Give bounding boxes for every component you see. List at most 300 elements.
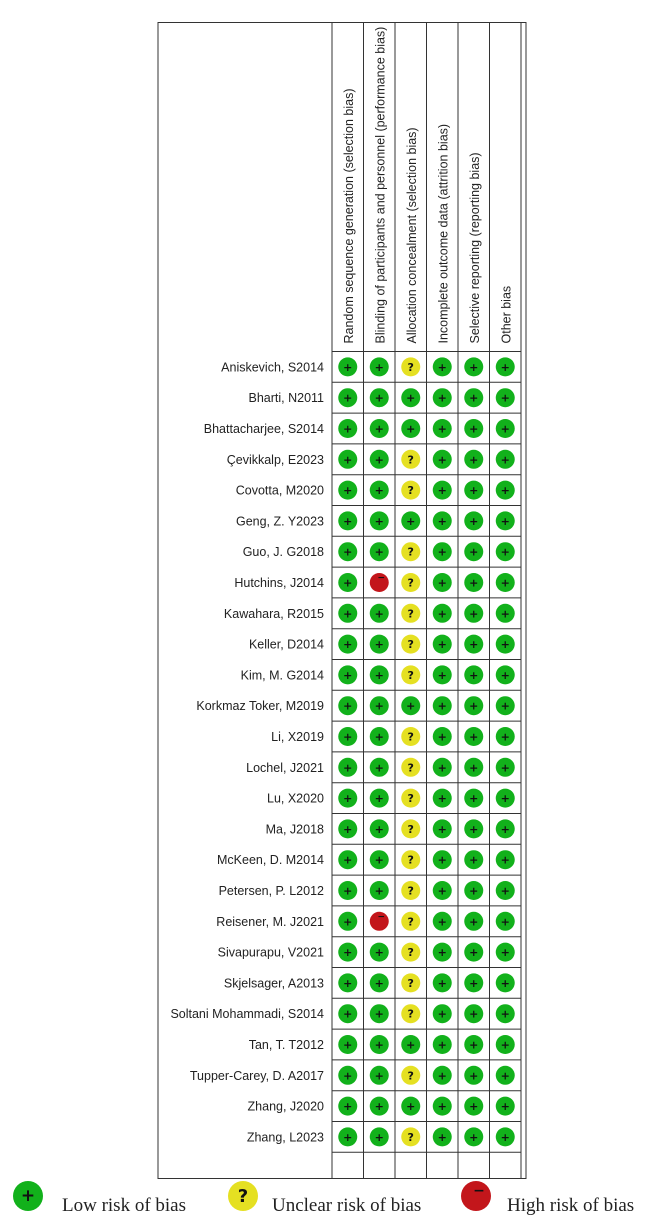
rating-cell-unclear: [401, 912, 420, 931]
rating-symbol-low: +: [469, 822, 479, 836]
column-headers: [342, 27, 514, 344]
rating-cell-low: [496, 727, 515, 746]
rating-cell-low: [464, 758, 483, 777]
legend-symbol-unclear: ?: [237, 1186, 249, 1207]
low-risk-icon: [12, 1180, 58, 1221]
rating-symbol-low: +: [343, 1038, 353, 1052]
rating-symbol-low: +: [469, 484, 479, 498]
rating-cell-low: [464, 635, 483, 654]
rating-cell-low: [370, 881, 389, 900]
rating-cell-unclear: [401, 481, 420, 500]
rating-cell-unclear: [401, 604, 420, 623]
rating-symbol-low: +: [374, 668, 384, 682]
rating-symbol-unclear: ?: [407, 576, 414, 590]
rating-cell-unclear: [401, 357, 420, 376]
rating-cell-unclear: [401, 881, 420, 900]
rating-symbol-high: −: [377, 573, 386, 584]
rating-cell-unclear: [401, 727, 420, 746]
rating-cell-low: [433, 1097, 452, 1116]
rating-symbol-low: +: [374, 1007, 384, 1021]
study-label: Aniskevich, S2014: [221, 360, 324, 375]
rating-cell-low: [464, 665, 483, 684]
rating-symbol-low: +: [437, 853, 447, 867]
rating-cell-high: [370, 912, 389, 931]
rating-cell-low: [370, 727, 389, 746]
rating-cell-low: [338, 511, 357, 530]
rating-symbol-unclear: ?: [407, 853, 414, 867]
rating-symbol-low: +: [343, 1100, 353, 1114]
rating-cell-low: [370, 481, 389, 500]
rating-cell-low: [464, 973, 483, 992]
rating-symbol-low: +: [437, 1130, 447, 1144]
rating-cell-low: [496, 1127, 515, 1146]
rating-cell-low: [433, 881, 452, 900]
rating-symbol-low: +: [469, 545, 479, 559]
rating-symbol-low: +: [343, 761, 353, 775]
rating-symbol-low: +: [469, 699, 479, 713]
rating-symbol-low: +: [437, 946, 447, 960]
rating-cell-low: [496, 819, 515, 838]
rating-symbol-unclear: ?: [407, 638, 414, 652]
rating-cell-low: [433, 1066, 452, 1085]
rating-symbol-low: +: [374, 545, 384, 559]
rating-symbol-low: +: [500, 1069, 510, 1083]
rating-symbol-low: +: [374, 1100, 384, 1114]
rating-cell-low: [464, 943, 483, 962]
rating-symbol-low: +: [469, 761, 479, 775]
rating-cell-low: [401, 388, 420, 407]
rating-cell-unclear: [401, 789, 420, 808]
rating-symbol-low: +: [469, 1007, 479, 1021]
legend: [0, 1180, 653, 1221]
column-header: Random sequence generation (selection bias): [341, 88, 356, 344]
rating-cell-low: [496, 1097, 515, 1116]
rating-cell-low: [338, 542, 357, 561]
rating-cell-low: [338, 604, 357, 623]
rating-cell-low: [370, 665, 389, 684]
rating-symbol-low: +: [500, 1100, 510, 1114]
rating-cell-low: [433, 357, 452, 376]
rating-symbol-low: +: [500, 699, 510, 713]
rating-symbol-low: +: [374, 884, 384, 898]
rating-symbol-low: +: [374, 1069, 384, 1083]
rating-cell-low: [433, 388, 452, 407]
rating-cell-low: [464, 912, 483, 931]
rating-symbol-low: +: [437, 792, 447, 806]
rating-cell-low: [433, 1035, 452, 1054]
rating-symbol-low: +: [437, 884, 447, 898]
rating-cell-low: [370, 789, 389, 808]
rating-cell-low: [401, 1035, 420, 1054]
column-header: Other bias: [499, 285, 514, 344]
study-label: Skjelsager, A2013: [223, 976, 324, 991]
rating-cell-unclear: [401, 1066, 420, 1085]
rating-symbol-low: +: [500, 391, 510, 405]
rating-symbol-low: +: [500, 484, 510, 498]
rating-cell-low: [338, 481, 357, 500]
rating-symbol-low: +: [437, 915, 447, 929]
rating-cell-low: [496, 481, 515, 500]
high-risk-icon: [460, 1180, 506, 1221]
rating-cell-low: [496, 758, 515, 777]
rating-symbol-low: +: [469, 453, 479, 467]
rating-symbol-low: +: [374, 761, 384, 775]
rating-cell-low: [370, 1097, 389, 1116]
rating-symbol-low: +: [500, 792, 510, 806]
rating-symbol-low: +: [406, 1038, 416, 1052]
rating-cell-low: [370, 973, 389, 992]
rating-symbol-low: +: [500, 761, 510, 775]
rating-cell-low: [370, 388, 389, 407]
rating-symbol-low: +: [374, 1038, 384, 1052]
rating-cell-low: [370, 943, 389, 962]
study-label: Lochel, J2021: [246, 760, 324, 775]
rating-cell-low: [464, 357, 483, 376]
rating-symbol-low: +: [500, 853, 510, 867]
rating-symbol-low: +: [469, 638, 479, 652]
study-label: Reisener, M. J2021: [216, 914, 324, 929]
study-label: Zhang, J2020: [247, 1099, 324, 1114]
rating-symbol-unclear: ?: [407, 1069, 414, 1083]
rating-cell-low: [464, 881, 483, 900]
rating-symbol-low: +: [374, 638, 384, 652]
rating-symbol-low: +: [343, 1130, 353, 1144]
legend-label-unclear: Unclear risk of bias: [272, 1195, 422, 1216]
rating-symbol-unclear: ?: [407, 607, 414, 621]
rating-symbol-unclear: ?: [407, 730, 414, 744]
rating-symbol-low: +: [406, 422, 416, 436]
rating-symbol-low: +: [500, 1038, 510, 1052]
rating-cell-low: [433, 1004, 452, 1023]
rating-symbol-low: +: [500, 360, 510, 374]
study-label: Guo, J. G2018: [242, 545, 324, 560]
rating-symbol-low: +: [437, 1100, 447, 1114]
rating-cell-low: [338, 943, 357, 962]
rating-cell-low: [464, 450, 483, 469]
rating-cell-low: [464, 511, 483, 530]
rating-cell-low: [496, 943, 515, 962]
rating-symbol-low: +: [343, 484, 353, 498]
rating-cell-low: [401, 511, 420, 530]
rating-cell-low: [496, 696, 515, 715]
rating-symbol-low: +: [406, 1100, 416, 1114]
rating-cell-low: [370, 850, 389, 869]
rating-symbol-low: +: [469, 668, 479, 682]
rating-cell-low: [370, 604, 389, 623]
rating-symbol-low: +: [500, 915, 510, 929]
rating-cell-unclear: [401, 635, 420, 654]
rating-symbol-unclear: ?: [407, 822, 414, 836]
rating-symbol-low: +: [500, 946, 510, 960]
rating-symbol-low: +: [437, 514, 447, 528]
rating-cell-low: [433, 973, 452, 992]
rating-symbol-low: +: [437, 453, 447, 467]
rating-symbol-unclear: ?: [407, 884, 414, 898]
rating-cell-low: [338, 789, 357, 808]
rating-cell-unclear: [401, 1127, 420, 1146]
rating-cell-unclear: [401, 573, 420, 592]
rating-cell-low: [464, 789, 483, 808]
rating-symbol-low: +: [469, 884, 479, 898]
rating-cell-low: [496, 388, 515, 407]
legend-label-low: Low risk of bias: [62, 1195, 187, 1216]
rating-cell-low: [496, 665, 515, 684]
rating-symbol-unclear: ?: [407, 915, 414, 929]
rating-symbol-low: +: [500, 1007, 510, 1021]
rating-symbol-low: +: [343, 638, 353, 652]
rating-cell-unclear: [401, 943, 420, 962]
rating-symbol-low: +: [500, 514, 510, 528]
rating-symbol-unclear: ?: [407, 453, 414, 467]
study-label: McKeen, D. M2014: [217, 853, 324, 868]
rating-cell-low: [338, 850, 357, 869]
rating-symbol-unclear: ?: [407, 668, 414, 682]
rating-symbol-low: +: [374, 976, 384, 990]
rating-cell-low: [464, 1035, 483, 1054]
rating-symbol-low: +: [437, 761, 447, 775]
study-label: Çevikkalp, E2023: [226, 452, 324, 467]
study-label: Petersen, P. L2012: [218, 884, 324, 898]
rating-symbol-low: +: [469, 391, 479, 405]
rating-symbol-low: +: [437, 422, 447, 436]
study-label: Soltani Mohammadi, S2014: [170, 1007, 324, 1022]
rating-symbol-low: +: [437, 730, 447, 744]
rating-cell-low: [464, 850, 483, 869]
rating-symbol-low: +: [374, 514, 384, 528]
rating-symbol-low: +: [343, 1007, 353, 1021]
rating-symbol-low: +: [437, 391, 447, 405]
rating-cell-low: [433, 758, 452, 777]
rating-cell-low: [338, 758, 357, 777]
rating-symbol-low: +: [374, 699, 384, 713]
rating-cell-low: [464, 604, 483, 623]
rating-cell-low: [433, 511, 452, 530]
rating-symbol-low: +: [343, 668, 353, 682]
study-label: Tan, T. T2012: [248, 1038, 324, 1052]
rating-symbol-low: +: [469, 1038, 479, 1052]
rating-symbol-unclear: ?: [407, 1007, 414, 1021]
rating-symbol-low: +: [343, 699, 353, 713]
rating-cell-low: [338, 912, 357, 931]
rating-symbol-low: +: [343, 514, 353, 528]
rating-cell-low: [464, 542, 483, 561]
rating-cell-low: [370, 1066, 389, 1085]
unclear-risk-icon: [227, 1180, 273, 1221]
rating-symbol-low: +: [343, 792, 353, 806]
rating-symbol-high: −: [377, 912, 386, 923]
rating-symbol-low: +: [343, 576, 353, 590]
rating-cell-low: [401, 696, 420, 715]
study-label: Bhattacharjee, S2014: [203, 422, 324, 436]
study-label: Tupper-Carey, D. A2017: [189, 1068, 324, 1083]
rating-cell-low: [338, 696, 357, 715]
rating-symbol-low: +: [374, 1130, 384, 1144]
column-header: Incomplete outcome data (attrition bias): [436, 123, 451, 344]
rating-cell-low: [496, 1066, 515, 1085]
rating-symbol-low: +: [437, 699, 447, 713]
rating-cell-low: [464, 727, 483, 746]
rating-symbol-low: +: [374, 946, 384, 960]
study-label: Ma, J2018: [265, 822, 324, 837]
rating-symbol-low: +: [374, 391, 384, 405]
rating-symbol-low: +: [406, 391, 416, 405]
rating-cell-low: [496, 912, 515, 931]
rating-symbol-low: +: [343, 453, 353, 467]
rating-cell-low: [496, 635, 515, 654]
rating-cell-low: [370, 1004, 389, 1023]
rating-cell-low: [464, 388, 483, 407]
rating-symbol-low: +: [437, 360, 447, 374]
rating-symbol-low: +: [437, 1069, 447, 1083]
rating-cell-low: [370, 696, 389, 715]
rating-cell-low: [338, 1004, 357, 1023]
rating-symbol-unclear: ?: [407, 360, 414, 374]
rating-symbol-low: +: [469, 422, 479, 436]
rating-cell-low: [370, 1127, 389, 1146]
rating-symbol-low: +: [343, 360, 353, 374]
rating-cell-low: [338, 635, 357, 654]
rating-cell-low: [370, 635, 389, 654]
rating-symbol-low: +: [437, 822, 447, 836]
rating-symbol-low: +: [374, 822, 384, 836]
rating-symbol-low: +: [469, 514, 479, 528]
rating-cell-unclear: [401, 450, 420, 469]
rating-cell-low: [338, 357, 357, 376]
rating-cell-low: [338, 727, 357, 746]
study-label: Keller, D2014: [248, 637, 324, 652]
column-header: Blinding of participants and personnel (performance bias): [373, 26, 388, 344]
rating-cell-low: [496, 542, 515, 561]
rating-symbol-low: +: [406, 514, 416, 528]
rating-cell-low: [370, 450, 389, 469]
rating-cell-low: [464, 819, 483, 838]
rating-cell-low: [496, 1004, 515, 1023]
study-labels: [170, 360, 324, 1144]
rating-symbol-low: +: [374, 453, 384, 467]
rating-symbol-low: +: [469, 360, 479, 374]
rating-symbol-low: +: [374, 360, 384, 374]
rating-cell-low: [496, 973, 515, 992]
rating-cell-low: [433, 1127, 452, 1146]
legend-symbol-high: −: [473, 1183, 485, 1199]
rating-cell-low: [496, 419, 515, 438]
rating-cell-low: [433, 850, 452, 869]
rating-cell-low: [496, 1035, 515, 1054]
rating-cell-low: [496, 881, 515, 900]
rating-cell-low: [370, 542, 389, 561]
study-label: Sivapurapu, V2021: [217, 945, 324, 960]
rating-cell-low: [496, 450, 515, 469]
rating-symbol-low: +: [469, 730, 479, 744]
rating-symbol-low: +: [343, 946, 353, 960]
rating-cell-low: [338, 1035, 357, 1054]
legend-symbol-low: +: [20, 1186, 36, 1206]
rating-symbol-low: +: [343, 1069, 353, 1083]
rating-cell-low: [433, 789, 452, 808]
rating-symbol-low: +: [343, 853, 353, 867]
rating-symbol-unclear: ?: [407, 761, 414, 775]
rating-symbol-low: +: [500, 607, 510, 621]
rating-cell-unclear: [401, 665, 420, 684]
study-label: Li, X2019: [271, 730, 324, 744]
rating-symbol-low: +: [469, 792, 479, 806]
study-label: Zhang, L2023: [246, 1130, 324, 1145]
rating-symbol-low: +: [469, 576, 479, 590]
rating-cell-low: [496, 511, 515, 530]
rating-cell-low: [433, 573, 452, 592]
study-label: Kawahara, R2015: [223, 606, 324, 621]
rating-cell-low: [338, 1127, 357, 1146]
rating-symbol-unclear: ?: [407, 545, 414, 559]
rating-cell-low: [464, 1127, 483, 1146]
rating-symbol-low: +: [437, 576, 447, 590]
study-label: Kim, M. G2014: [240, 668, 324, 683]
rating-cell-low: [496, 789, 515, 808]
rating-cell-unclear: [401, 973, 420, 992]
rating-symbol-low: +: [500, 453, 510, 467]
rating-cell-low: [464, 419, 483, 438]
rating-symbol-low: +: [437, 1038, 447, 1052]
rating-cell-low: [464, 1066, 483, 1085]
study-label: Korkmaz Toker, M2019: [196, 699, 324, 714]
rating-symbol-unclear: ?: [407, 976, 414, 990]
rating-symbol-low: +: [437, 638, 447, 652]
rating-symbol-low: +: [500, 422, 510, 436]
rating-cell-low: [338, 1097, 357, 1116]
rating-symbol-low: +: [343, 607, 353, 621]
rating-cell-low: [464, 1097, 483, 1116]
rating-cell-unclear: [401, 542, 420, 561]
rating-symbol-low: +: [469, 976, 479, 990]
column-header: Allocation concealment (selection bias): [404, 127, 419, 344]
grid-lines: [332, 23, 521, 1179]
rating-cell-unclear: [401, 1004, 420, 1023]
rating-cell-low: [370, 819, 389, 838]
rating-cell-low: [464, 573, 483, 592]
rating-symbol-low: +: [343, 545, 353, 559]
rating-cell-low: [338, 388, 357, 407]
rating-symbol-low: +: [500, 730, 510, 744]
rating-cell-low: [370, 419, 389, 438]
rating-cell-low: [433, 604, 452, 623]
rating-symbol-unclear: ?: [407, 792, 414, 806]
rating-cell-low: [338, 1066, 357, 1085]
study-label: Geng, Z. Y2023: [235, 514, 324, 529]
study-label: Bharti, N2011: [248, 391, 324, 406]
rating-symbol-low: +: [374, 607, 384, 621]
rating-symbol-low: +: [374, 484, 384, 498]
rating-cell-low: [496, 604, 515, 623]
rating-cell-low: [496, 357, 515, 376]
rating-cell-low: [496, 850, 515, 869]
rating-symbol-low: +: [437, 976, 447, 990]
rating-symbol-low: +: [500, 638, 510, 652]
rating-symbol-low: +: [406, 699, 416, 713]
rating-symbol-low: +: [469, 607, 479, 621]
rating-cell-low: [464, 1004, 483, 1023]
rating-cell-low: [433, 819, 452, 838]
rating-symbol-low: +: [437, 668, 447, 682]
rating-symbol-low: +: [469, 1130, 479, 1144]
rating-cell-low: [433, 419, 452, 438]
rating-symbol-low: +: [500, 668, 510, 682]
rating-symbol-low: +: [469, 1069, 479, 1083]
rating-symbol-low: +: [437, 484, 447, 498]
rating-cell-low: [338, 973, 357, 992]
rating-symbol-low: +: [343, 976, 353, 990]
rating-cell-unclear: [401, 819, 420, 838]
rating-symbol-low: +: [343, 915, 353, 929]
